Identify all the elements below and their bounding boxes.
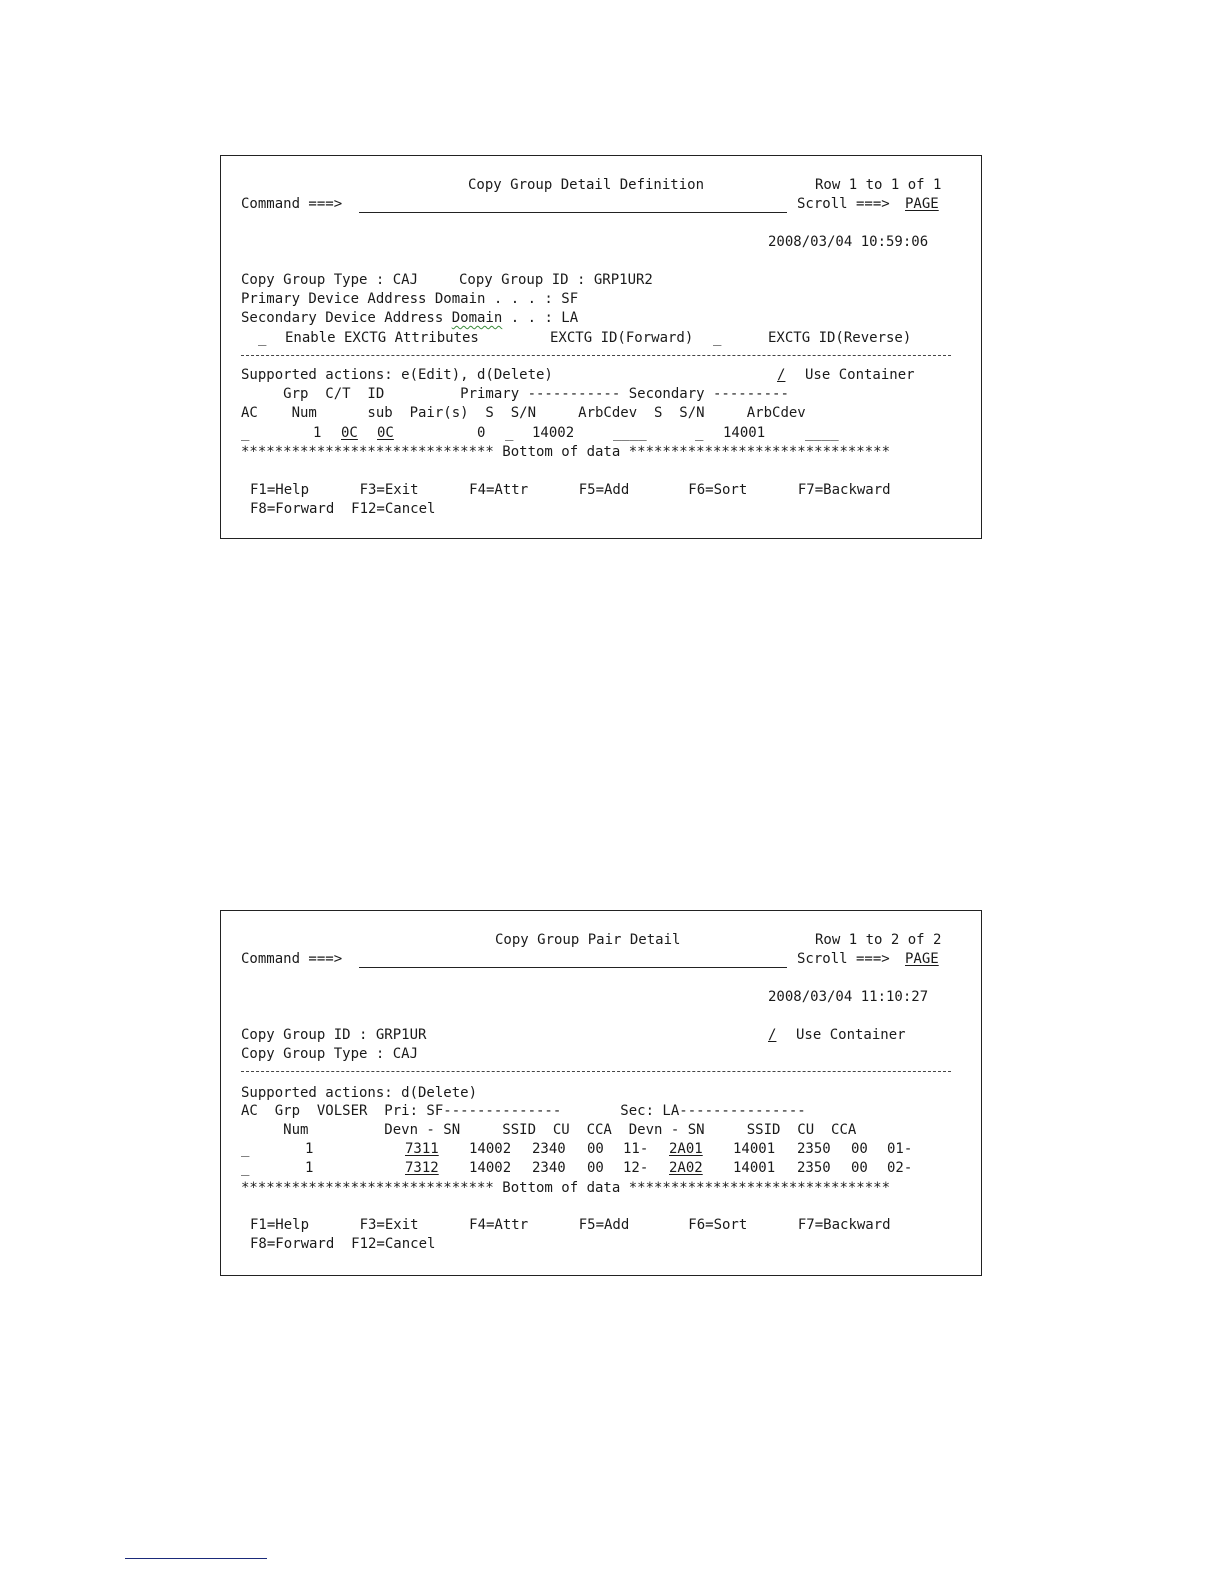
- column-header-1: AC Grp VOLSER Pri: SF-------------- Sec: LA---------------: [241, 1103, 806, 1119]
- secondary-s-field[interactable]: _: [695, 425, 704, 441]
- primary-arbcdev-field[interactable]: ____: [613, 425, 647, 441]
- secondary-cca: 01-: [887, 1141, 913, 1157]
- primary-cu: 00: [587, 1141, 604, 1157]
- bottom-of-data: ****************************** Bottom of data *******************************: [241, 444, 891, 460]
- use-container-label: Use Container: [796, 1027, 906, 1043]
- command-input[interactable]: [359, 212, 787, 213]
- id-sub-field[interactable]: 0C: [377, 425, 394, 441]
- function-keys-row-1: F1=Help F3=Exit F4=Attr F5=Add F6=Sort F7=Backward: [250, 482, 891, 498]
- copy-group-id: Copy Group ID : GRP1UR: [241, 1027, 427, 1043]
- copy-group-type: Copy Group Type : CAJ: [241, 1046, 419, 1062]
- timestamp: 2008/03/04 11:10:27: [768, 989, 929, 1005]
- primary-cu: 00: [587, 1160, 604, 1176]
- command-input[interactable]: [359, 967, 787, 968]
- primary-ssid: 2340: [532, 1160, 566, 1176]
- row-action-field[interactable]: _: [241, 1141, 250, 1157]
- enable-exctg-label: Enable EXCTG Attributes: [285, 330, 479, 346]
- exctg-forward-label: EXCTG ID(Forward): [550, 330, 694, 346]
- supported-actions: Supported actions: d(Delete): [241, 1085, 478, 1101]
- secondary-domain-suffix: . . : LA: [502, 310, 579, 326]
- pairs-count: 0: [477, 425, 486, 441]
- row-action-field[interactable]: _: [241, 425, 250, 441]
- primary-devn-field[interactable]: 7312: [405, 1160, 439, 1176]
- function-keys-row-1: F1=Help F3=Exit F4=Attr F5=Add F6=Sort F7=Backward: [250, 1217, 891, 1233]
- row-info: Row 1 to 1 of 1: [815, 177, 942, 193]
- function-keys-row-2: F8=Forward F12=Cancel: [250, 1236, 436, 1252]
- scroll-label: Scroll ===>: [797, 196, 890, 212]
- panel-title: Copy Group Pair Detail: [495, 932, 681, 948]
- bottom-of-data: ****************************** Bottom of data *******************************: [241, 1180, 891, 1196]
- column-header-1: Grp C/T ID Primary ----------- Secondary ---------: [241, 386, 789, 402]
- secondary-sn: 14001: [733, 1160, 776, 1176]
- primary-ssid: 2340: [532, 1141, 566, 1157]
- secondary-cca: 02-: [887, 1160, 913, 1176]
- secondary-sn: 14001: [723, 425, 766, 441]
- column-header-2: Num Devn - SN SSID CU CCA Devn - SN SSID CU CCA: [241, 1122, 857, 1138]
- grp-num: 1: [305, 1141, 314, 1157]
- primary-s-field[interactable]: _: [505, 425, 514, 441]
- use-container-label: Use Container: [805, 367, 915, 383]
- divider: [241, 1071, 951, 1072]
- primary-devn-field[interactable]: 7311: [405, 1141, 439, 1157]
- secondary-arbcdev-field[interactable]: ____: [805, 425, 839, 441]
- scroll-value-field[interactable]: PAGE: [905, 951, 939, 967]
- scroll-value-field[interactable]: PAGE: [905, 196, 939, 212]
- command-label: Command ===>: [241, 951, 343, 967]
- exctg-reverse-label: EXCTG ID(Reverse): [768, 330, 912, 346]
- row-action-field[interactable]: _: [241, 1160, 250, 1176]
- primary-sn: 14002: [469, 1141, 512, 1157]
- secondary-sn: 14001: [733, 1141, 776, 1157]
- secondary-cu: 00: [851, 1141, 868, 1157]
- scroll-label: Scroll ===>: [797, 951, 890, 967]
- copy-group-type: Copy Group Type : CAJ: [241, 272, 419, 288]
- secondary-devn-field[interactable]: 2A02: [669, 1160, 703, 1176]
- grp-num: 1: [305, 1160, 314, 1176]
- secondary-domain-word: Domain: [451, 310, 503, 326]
- row-info: Row 1 to 2 of 2: [815, 932, 942, 948]
- panel-title: Copy Group Detail Definition: [468, 177, 705, 193]
- secondary-devn-field[interactable]: 2A01: [669, 1141, 703, 1157]
- secondary-domain: [241, 310, 578, 326]
- use-container-checkbox[interactable]: /: [768, 1027, 777, 1043]
- command-label: Command ===>: [241, 196, 343, 212]
- primary-domain: Primary Device Address Domain . . . : SF: [241, 291, 579, 307]
- exctg-forward-field[interactable]: _: [713, 330, 722, 346]
- ct-field[interactable]: 0C: [341, 425, 358, 441]
- supported-actions: Supported actions: e(Edit), d(Delete): [241, 367, 553, 383]
- column-header-2: AC Num sub Pair(s) S S/N ArbCdev S S/N ArbCdev: [241, 405, 806, 421]
- enable-exctg-field[interactable]: _: [258, 330, 267, 346]
- copy-group-id: Copy Group ID : GRP1UR2: [459, 272, 653, 288]
- divider: [241, 355, 951, 356]
- secondary-ssid: 2350: [797, 1160, 831, 1176]
- footnote-rule: [125, 1558, 267, 1559]
- primary-cca: 12-: [623, 1160, 649, 1176]
- secondary-domain-prefix: Secondary Device Address: [241, 310, 452, 326]
- timestamp: 2008/03/04 10:59:06: [768, 234, 929, 250]
- primary-cca: 11-: [623, 1141, 649, 1157]
- secondary-ssid: 2350: [797, 1141, 831, 1157]
- primary-sn: 14002: [532, 425, 575, 441]
- use-container-checkbox[interactable]: /: [777, 367, 786, 383]
- function-keys-row-2: F8=Forward F12=Cancel: [250, 501, 436, 517]
- primary-sn: 14002: [469, 1160, 512, 1176]
- grp-num: 1: [313, 425, 322, 441]
- copy-group-detail-definition-panel: [220, 155, 982, 539]
- copy-group-pair-detail-panel: [220, 910, 982, 1276]
- secondary-cu: 00: [851, 1160, 868, 1176]
